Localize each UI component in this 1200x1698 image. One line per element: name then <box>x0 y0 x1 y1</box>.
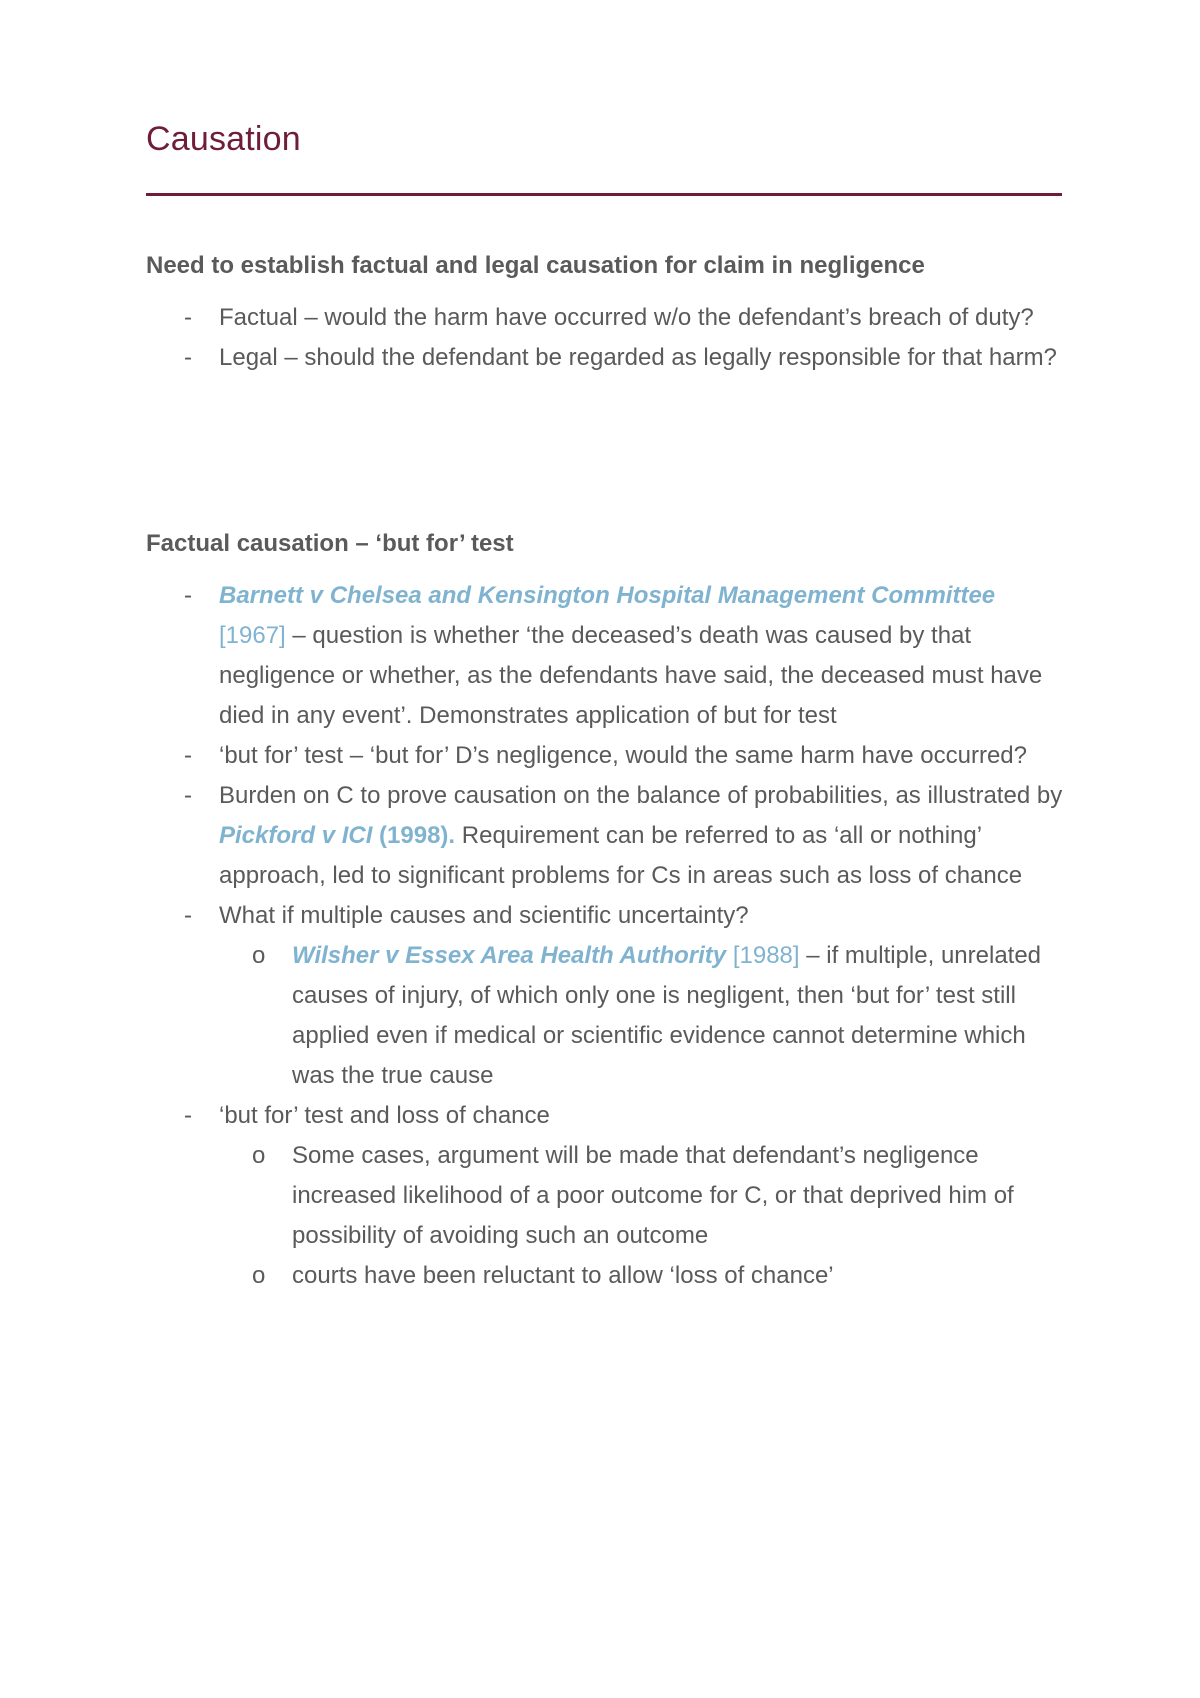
dash-bullet: - <box>184 344 192 371</box>
circle-bullet: o <box>252 1262 266 1289</box>
bullet-list <box>146 576 1064 1296</box>
sub-list-item-wilsher <box>146 936 1064 1096</box>
list-item-text: ‘but for’ test – ‘but for’ D’s negligence, would the same harm have occurred? <box>219 742 1027 769</box>
list-item-text: Some cases, argument will be made that defendant’s negligence increased likelihood of a poor outcome for C, or that deprived him of possibility of avoiding such an outcome <box>292 1142 1014 1249</box>
section-heading: Need to establish factual and legal causation for claim in negligence <box>146 252 925 279</box>
sub-list-item-content <box>219 1256 1064 1296</box>
list-item-burden <box>146 776 1064 896</box>
bullet-list <box>146 298 1064 378</box>
list-item-loss-of-chance <box>146 1096 1064 1296</box>
case-citation: Wilsher v Essex Area Health Authority <box>292 942 727 969</box>
sub-bullet-list <box>146 936 1064 1096</box>
list-item-factual <box>146 298 1064 338</box>
circle-bullet: o <box>252 942 266 969</box>
sub-list-item-content <box>219 936 1064 1096</box>
section-heading: Factual causation – ‘but for’ test <box>146 530 514 557</box>
list-item-text: – if multiple, unrelated causes of injury, of which only one is negligent, then ‘but for’ test still applied even if medical or scientific evidence cannot determine which was the true cause <box>292 942 1042 1089</box>
section-factual-causation <box>146 526 1064 1296</box>
case-year: (1998). <box>372 822 456 849</box>
list-item-text: – question is whether ‘the deceased’s death was caused by that negligence or whether, as the defendants have said, the deceased must have died in any event’. Demonstrates application of but for test <box>219 622 1043 729</box>
list-item-text: Factual – would the harm have occurred w/o the defendant’s breach of duty? <box>219 304 1034 331</box>
case-citation: Pickford v ICI <box>219 822 373 849</box>
list-item-barnett <box>146 576 1064 736</box>
case-year: [1988] <box>726 942 800 969</box>
list-item-but-for-test <box>146 736 1064 776</box>
sub-list-item-content <box>219 1136 1064 1256</box>
sub-list-item <box>146 1136 1064 1256</box>
sub-list-item <box>146 1256 1064 1296</box>
list-item-multiple-causes <box>146 896 1064 1096</box>
case-year: [1967] <box>219 622 286 649</box>
document-title: Causation <box>146 120 301 158</box>
sub-bullet-list <box>146 1136 1064 1296</box>
dash-bullet: - <box>184 304 192 331</box>
dash-bullet: - <box>184 582 192 609</box>
list-item-text: Burden on C to prove causation on the balance of probabilities, as illustrated by <box>219 782 1063 809</box>
dash-bullet: - <box>184 742 192 769</box>
list-item-text: Legal – should the defendant be regarded as legally responsible for that harm? <box>219 344 1057 371</box>
list-item-legal <box>146 338 1064 378</box>
list-item-text: courts have been reluctant to allow ‘loss of chance’ <box>292 1262 834 1289</box>
list-item-text: Requirement can be referred to as ‘all or nothing’ approach, led to significant problems for Cs in areas such as loss of chance <box>219 822 1023 889</box>
dash-bullet: - <box>184 902 192 929</box>
case-citation: Barnett v Chelsea and Kensington Hospital Management Committee <box>219 582 996 609</box>
title-divider <box>146 193 1062 196</box>
section-causation-overview <box>146 248 1064 378</box>
dash-bullet: - <box>184 1102 192 1129</box>
dash-bullet: - <box>184 782 192 809</box>
circle-bullet: o <box>252 1142 266 1169</box>
list-item-text: ‘but for’ test and loss of chance <box>219 1102 550 1129</box>
list-item-text: What if multiple causes and scientific uncertainty? <box>219 902 749 929</box>
